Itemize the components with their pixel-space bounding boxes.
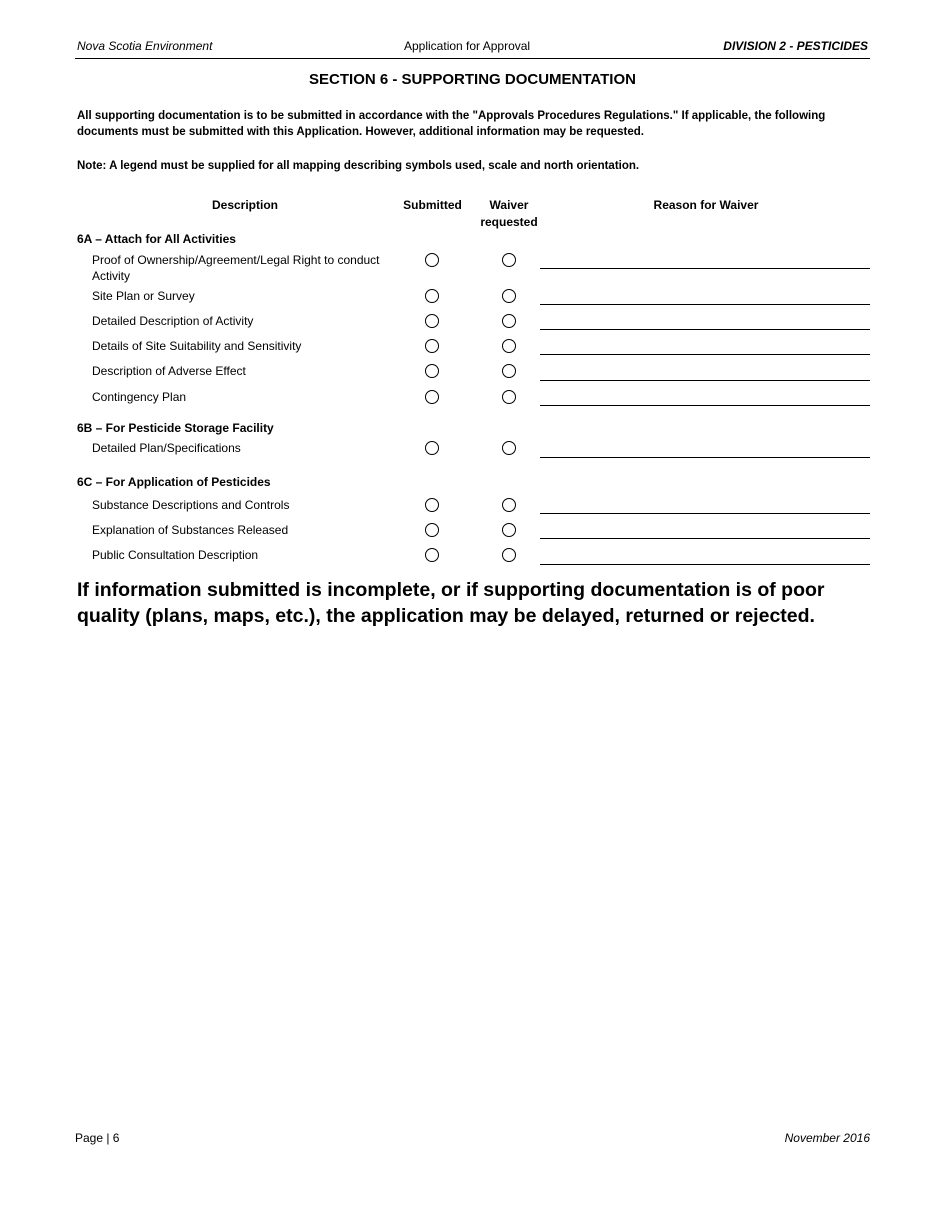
- checklist-row: [0, 497, 950, 519]
- checklist-row: [0, 547, 950, 569]
- column-header-waiver-line2: requested: [480, 215, 538, 229]
- item-label: Contingency Plan: [92, 390, 187, 404]
- reason-field[interactable]: [540, 354, 870, 355]
- checklist-row: [0, 440, 950, 462]
- column-header-waiver-line1: Waiver: [489, 198, 529, 212]
- waiver-radio[interactable]: [502, 364, 516, 378]
- item-label: Description of Adverse Effect: [92, 364, 246, 378]
- item-label: Proof of Ownership/Agreement/Legal Right to conduct Activity: [92, 253, 380, 283]
- item-label: Detailed Description of Activity: [92, 314, 254, 328]
- reason-field[interactable]: [540, 457, 870, 458]
- incomplete-warning: If information submitted is incomplete, or if supporting documentation is of poor quality (plans, maps, etc.), the application may be delayed, returned or rejected.: [77, 579, 825, 627]
- column-header-reason: Reason for Waiver: [653, 198, 759, 212]
- item-label: Details of Site Suitability and Sensitivity: [92, 339, 302, 353]
- section-title: SECTION 6 - SUPPORTING DOCUMENTATION: [309, 71, 636, 88]
- checklist-row: [0, 313, 950, 335]
- item-label: Public Consultation Description: [92, 548, 259, 562]
- checklist-row: [0, 252, 950, 283]
- checklist-row: [0, 288, 950, 310]
- waiver-radio[interactable]: [502, 339, 516, 353]
- waiver-radio[interactable]: [502, 314, 516, 328]
- item-label: Site Plan or Survey: [92, 289, 195, 303]
- section-6b-heading: 6B – For Pesticide Storage Facility: [77, 421, 274, 435]
- checklist-row: [0, 363, 950, 385]
- intro-paragraph: All supporting documentation is to be submitted in accordance with the "Approvals Procedures Regulations." If applicable, the following documents must be submitted with this Application. However, additional information may be requested.: [77, 110, 826, 138]
- checklist-row: [0, 338, 950, 360]
- waiver-radio[interactable]: [502, 289, 516, 303]
- waiver-radio[interactable]: [502, 498, 516, 512]
- submitted-radio[interactable]: [425, 390, 439, 404]
- item-label: Detailed Plan/Specifications: [92, 441, 241, 455]
- submitted-radio[interactable]: [425, 339, 439, 353]
- submitted-radio[interactable]: [425, 498, 439, 512]
- page-header: [75, 38, 870, 59]
- revision-date: November 2016: [784, 1131, 870, 1145]
- reason-field[interactable]: [540, 268, 870, 269]
- waiver-radio[interactable]: [502, 253, 516, 267]
- section-6a-heading: 6A – Attach for All Activities: [77, 232, 236, 246]
- column-header-description: Description: [211, 198, 278, 212]
- submitted-radio[interactable]: [425, 548, 439, 562]
- reason-field[interactable]: [540, 304, 870, 305]
- submitted-radio[interactable]: [425, 289, 439, 303]
- section-6c-heading: 6C – For Application of Pesticides: [77, 475, 271, 489]
- submitted-radio[interactable]: [425, 364, 439, 378]
- reason-field[interactable]: [540, 329, 870, 330]
- waiver-radio[interactable]: [502, 548, 516, 562]
- column-header-submitted: Submitted: [403, 198, 462, 212]
- submitted-radio[interactable]: [425, 253, 439, 267]
- reason-field[interactable]: [540, 538, 870, 539]
- waiver-radio[interactable]: [502, 441, 516, 455]
- submitted-radio[interactable]: [425, 441, 439, 455]
- legend-note: Note: A legend must be supplied for all mapping describing symbols used, scale and north orientation.: [77, 160, 640, 172]
- item-label: Substance Descriptions and Controls: [92, 498, 290, 512]
- reason-field[interactable]: [540, 405, 870, 406]
- reason-field[interactable]: [540, 380, 870, 381]
- submitted-radio[interactable]: [425, 523, 439, 537]
- header-agency: Nova Scotia Environment: [77, 39, 213, 53]
- column-header-waiver: [470, 197, 548, 231]
- page-number: Page | 6: [75, 1131, 120, 1145]
- waiver-radio[interactable]: [502, 523, 516, 537]
- waiver-radio[interactable]: [502, 390, 516, 404]
- checklist-row: [0, 389, 950, 411]
- checklist-row: [0, 522, 950, 544]
- item-label: Explanation of Substances Released: [92, 523, 289, 537]
- submitted-radio[interactable]: [425, 314, 439, 328]
- reason-field[interactable]: [540, 513, 870, 514]
- header-division: DIVISION 2 - PESTICIDES: [723, 39, 868, 53]
- header-form-title: Application for Approval: [404, 39, 531, 53]
- reason-field[interactable]: [540, 564, 870, 565]
